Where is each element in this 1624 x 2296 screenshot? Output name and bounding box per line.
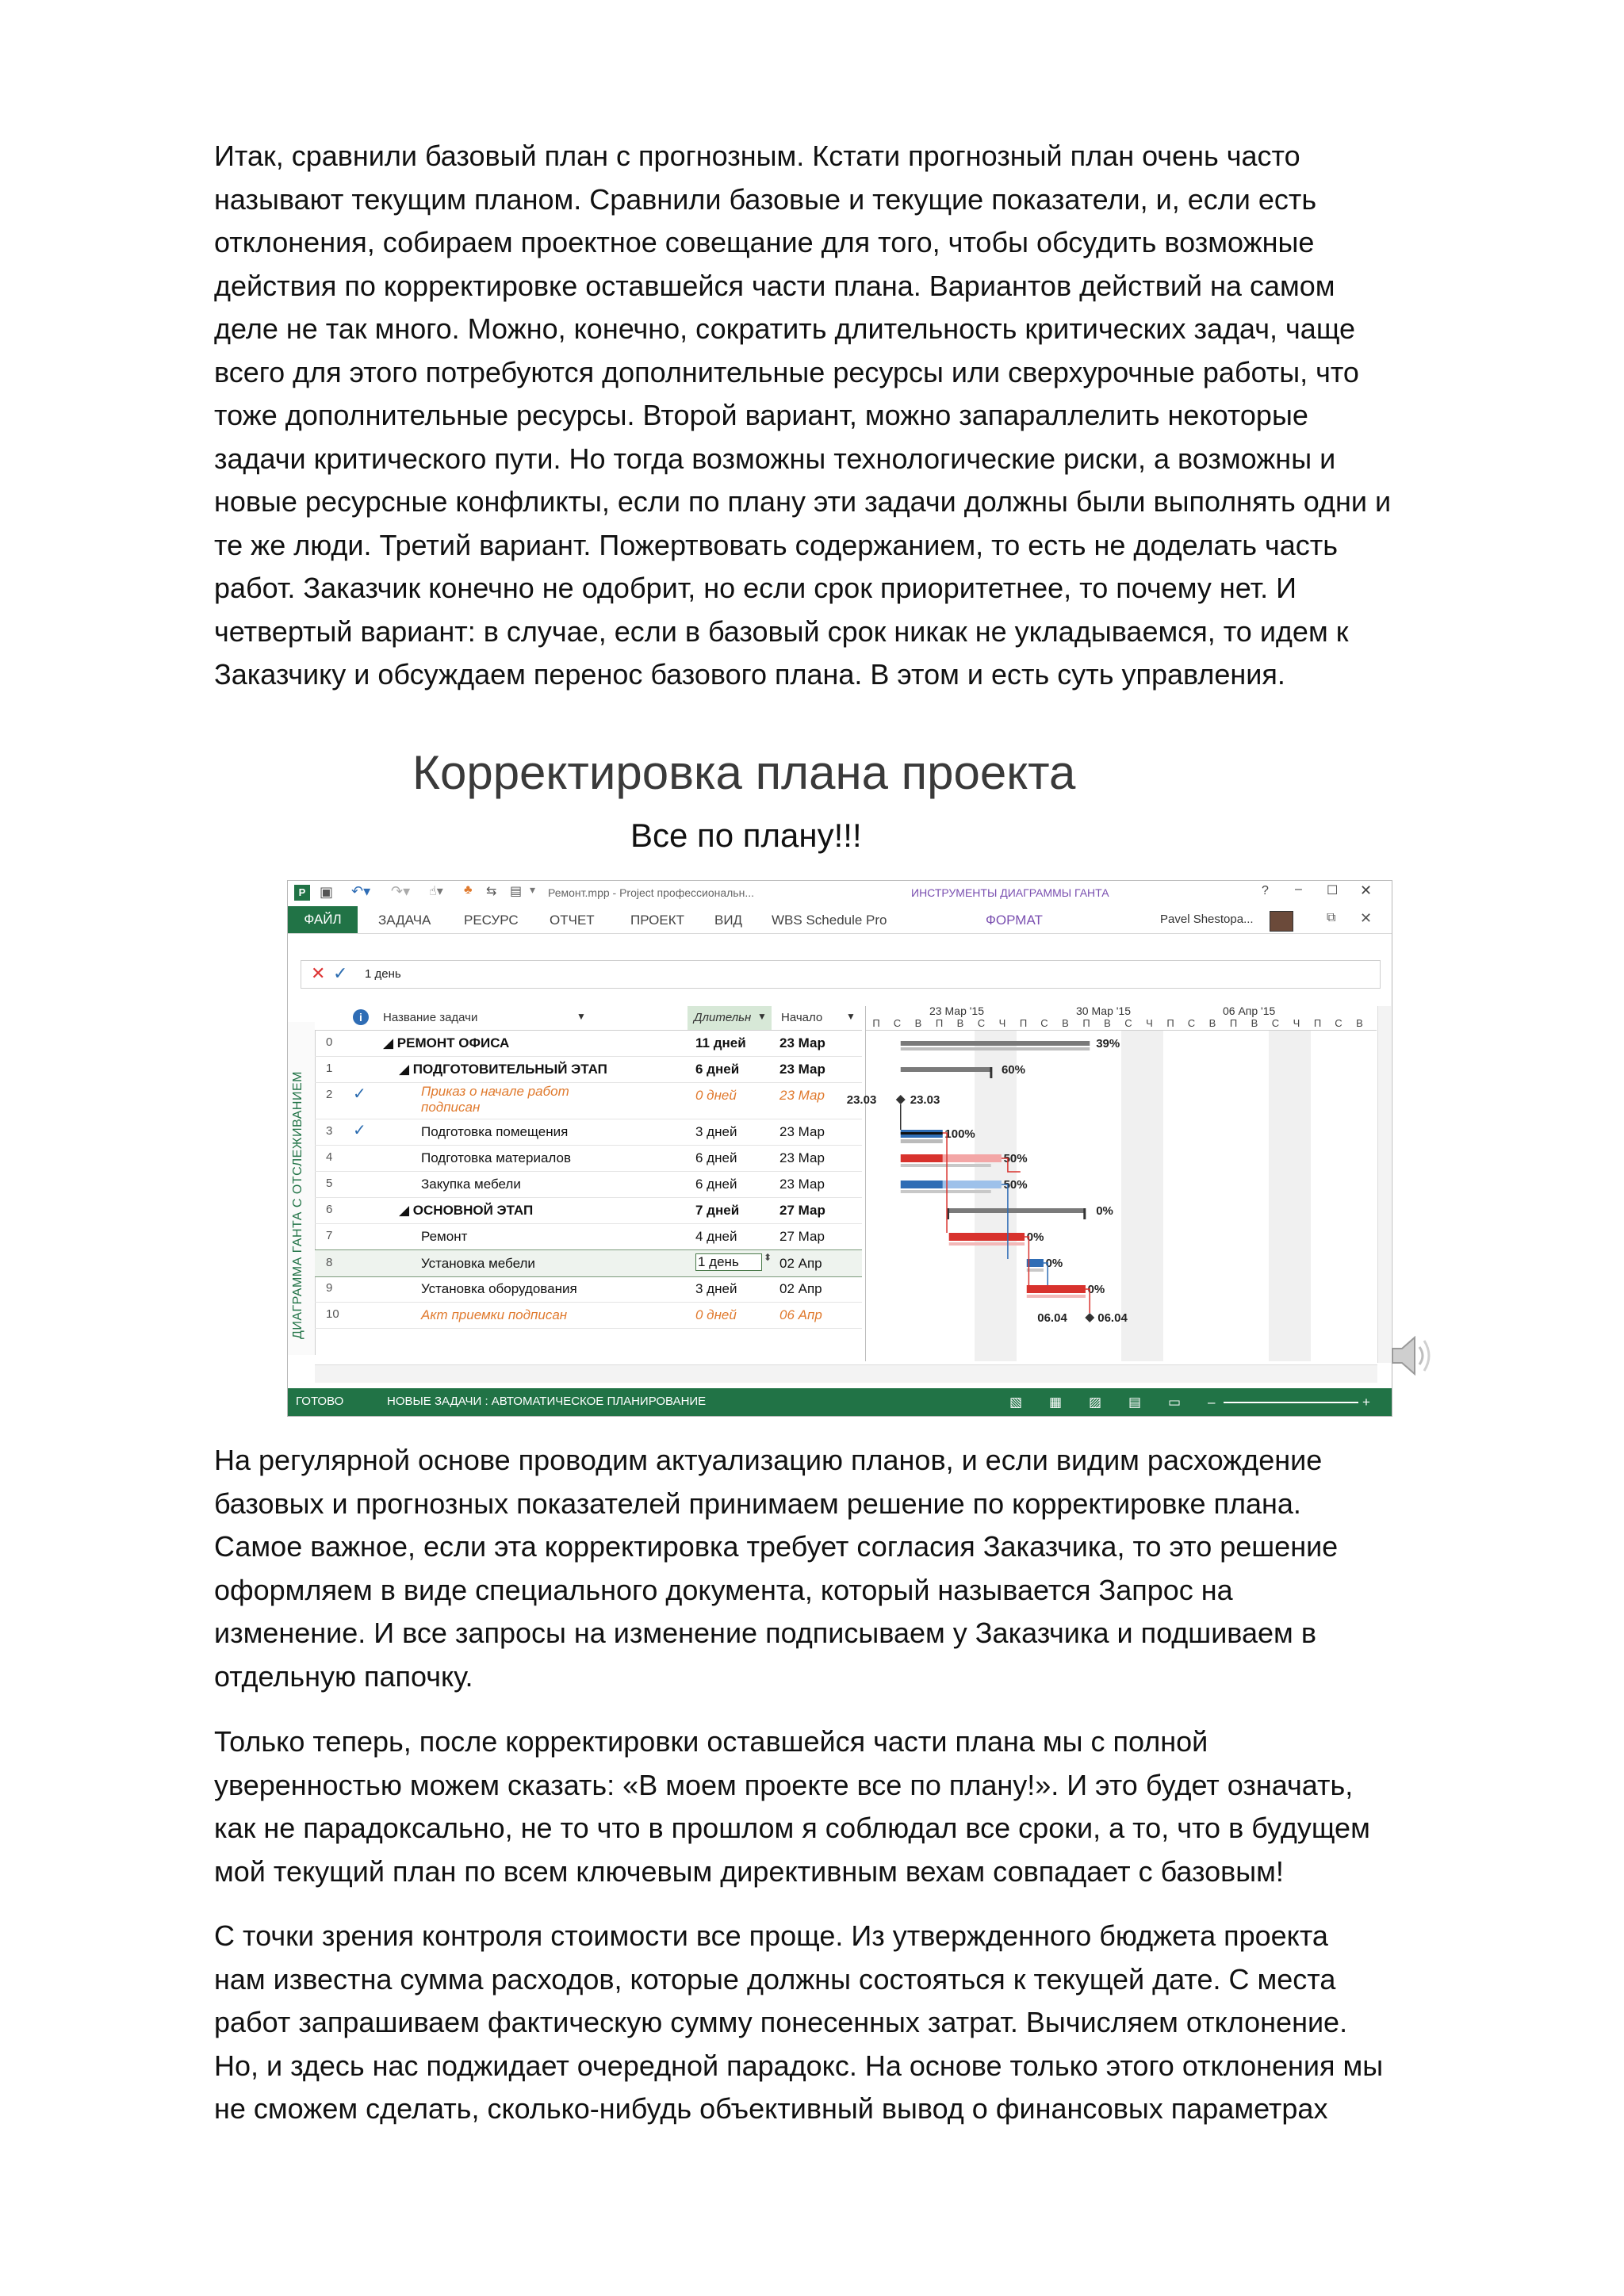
paragraph-intro bbox=[214, 135, 1467, 697]
text-line: тоже дополнительные ресурсы. Второй вариант, можно запараллелить некоторые bbox=[214, 399, 1308, 431]
progress-bar-3 bbox=[901, 1132, 943, 1135]
timescale-day: С bbox=[1271, 1017, 1280, 1029]
task-id: 7 bbox=[326, 1229, 333, 1242]
task-id: 2 bbox=[326, 1088, 333, 1101]
task-duration: 6 дней bbox=[695, 1150, 737, 1165]
column-header-duration[interactable]: Длительн bbox=[694, 1011, 752, 1024]
status-bar bbox=[288, 1388, 1392, 1416]
text-line: действия по корректировке оставшейся части плана. Вариантов действий на самом bbox=[214, 269, 1335, 302]
baseline-bar-3 bbox=[901, 1139, 943, 1143]
task-start: 06 Апр bbox=[779, 1307, 822, 1322]
text-line: задачи критического пути. Но тогда возможны технологические риски, а возможны и bbox=[214, 442, 1336, 475]
start-filter-icon[interactable]: ▼ bbox=[846, 1011, 856, 1022]
duration-spinner-icon: ⬍ bbox=[764, 1252, 772, 1263]
summary-bar-0 bbox=[901, 1041, 1090, 1046]
task-duration: 7 дней bbox=[695, 1203, 740, 1218]
project-app-icon: P bbox=[294, 885, 310, 901]
task-id: 3 bbox=[326, 1124, 333, 1138]
timescale-day: П bbox=[1082, 1017, 1090, 1029]
task-id: 8 bbox=[326, 1256, 333, 1269]
close-icon[interactable]: ✕ bbox=[1360, 882, 1373, 898]
minimize-icon[interactable]: – bbox=[1295, 882, 1302, 896]
timescale-day: В bbox=[1251, 1017, 1258, 1029]
task-duration: 3 дней bbox=[695, 1281, 737, 1296]
touch-mode-icon[interactable]: ☝▾ bbox=[429, 885, 443, 898]
task-name: Установка оборудования bbox=[421, 1281, 577, 1296]
task-row[interactable] bbox=[315, 1082, 862, 1119]
task-row[interactable] bbox=[315, 1119, 862, 1146]
tab-format[interactable]: ФОРМАТ bbox=[986, 913, 1043, 928]
complete-check-icon: ✓ bbox=[353, 1122, 366, 1139]
task-name: ◢ РЕМОНТ ОФИСА bbox=[383, 1035, 510, 1050]
timescale-day: С bbox=[1187, 1017, 1196, 1029]
text-line: отдельную папочку. bbox=[214, 1659, 473, 1693]
text-line: Заказчику и обсуждаем перенос базового плана. В этом и есть суть управления. bbox=[214, 658, 1285, 691]
timescale-day: П bbox=[1019, 1017, 1028, 1029]
task-start: 02 Апр bbox=[779, 1281, 822, 1296]
task-id: 0 bbox=[326, 1035, 333, 1049]
timescale-day: П bbox=[1229, 1017, 1238, 1029]
project-window bbox=[287, 880, 1392, 1417]
text-line: С точки зрения контроля стоимости все проще. Из утвержденного бюджета проекта bbox=[214, 1919, 1328, 1952]
task-duration: 6 дней bbox=[695, 1062, 740, 1077]
pct-label-0: 39% bbox=[1096, 1037, 1120, 1050]
task-row[interactable] bbox=[315, 1276, 862, 1303]
timescale-day: П bbox=[1166, 1017, 1174, 1029]
timescale-day: П bbox=[935, 1017, 944, 1029]
info-icon[interactable]: i bbox=[353, 1009, 369, 1025]
tab-view[interactable]: ВИД bbox=[714, 913, 743, 928]
task-row[interactable] bbox=[315, 1145, 862, 1172]
text-line: как не парадоксально, не то что в прошлом я соблюдал все сроки, а то, что в будущем bbox=[214, 1812, 1370, 1844]
text-line: нам известна сумма расходов, которые должны состояться к текущей дате. С места bbox=[214, 1962, 1336, 1996]
pct-label-5: 50% bbox=[1003, 1178, 1028, 1192]
task-start: 27 Мар bbox=[779, 1203, 825, 1218]
task-start: 23 Мар bbox=[779, 1088, 825, 1103]
task-duration: 4 дней bbox=[695, 1229, 737, 1244]
task-start: 23 Мар bbox=[779, 1177, 825, 1192]
milestone-label: 23.03 bbox=[846, 1093, 877, 1107]
task-start: 23 Мар bbox=[779, 1062, 825, 1077]
user-name[interactable]: Pavel Shestopa... bbox=[1160, 913, 1254, 926]
task-bar-5-remaining bbox=[943, 1181, 1002, 1188]
task-row[interactable] bbox=[315, 1171, 862, 1198]
timescale-day: Ч bbox=[1293, 1017, 1300, 1029]
redo-icon[interactable]: ↷▾ bbox=[391, 883, 411, 899]
text-line: не сможем сделать, сколько-нибудь объективный вывод о финансовых параметрах bbox=[214, 2092, 1328, 2125]
zoom-out-icon[interactable]: – bbox=[1208, 1395, 1216, 1410]
resource-icon[interactable]: ♣ bbox=[464, 883, 473, 897]
complete-check-icon: ✓ bbox=[353, 1085, 366, 1103]
link-icon[interactable]: ⇆ bbox=[486, 885, 497, 898]
window-title: Ремонт.mpp - Project профессиональн... bbox=[548, 886, 754, 899]
tab-project[interactable]: ПРОЕКТ bbox=[630, 913, 685, 928]
entry-input[interactable]: 1 день bbox=[365, 967, 401, 981]
text-line: изменение. И все запросы на изменение подписываем у Заказчика и подшиваем в bbox=[214, 1617, 1316, 1649]
timescale-day: В bbox=[956, 1017, 964, 1029]
summary-end-1 bbox=[990, 1067, 992, 1078]
baseline-bar-9 bbox=[1027, 1295, 1086, 1298]
task-name: Ремонт bbox=[421, 1229, 468, 1244]
task-id: 5 bbox=[326, 1177, 333, 1190]
timescale-day: В bbox=[1062, 1017, 1069, 1029]
save-icon[interactable]: ▣ bbox=[320, 884, 334, 900]
text-line: четвертый вариант: в случае, если в базовый срок никак не укладываемся, то идем к bbox=[214, 614, 1349, 648]
pct-label-7: 0% bbox=[1026, 1230, 1044, 1244]
pct-label-6: 0% bbox=[1096, 1204, 1113, 1218]
task-row[interactable] bbox=[315, 1223, 862, 1250]
status-new-tasks[interactable]: НОВЫЕ ЗАДАЧИ : АВТОМАТИЧЕСКОЕ ПЛАНИРОВАНИЕ bbox=[387, 1395, 707, 1408]
duration-filter-icon[interactable]: ▼ bbox=[757, 1011, 767, 1022]
text-line: работ. Заказчик конечно не одобрит, но если срок приоритетнее, то почему нет. И bbox=[214, 572, 1297, 604]
timescale-day: С bbox=[1124, 1017, 1132, 1029]
baseline-bar-7 bbox=[949, 1242, 1025, 1246]
task-id: 9 bbox=[326, 1281, 333, 1295]
task-row[interactable] bbox=[315, 1249, 862, 1277]
text-line: называют текущим планом. Сравнили базовые и текущие показатели, и, если есть bbox=[214, 182, 1317, 216]
help-icon[interactable]: ? bbox=[1262, 884, 1269, 897]
timescale-day: В bbox=[1208, 1017, 1216, 1029]
baseline-bar-4 bbox=[901, 1164, 991, 1167]
slide-title: Корректировка плана проекта bbox=[412, 746, 1076, 799]
view-label-bar bbox=[288, 1022, 316, 1355]
task-start: 23 Мар bbox=[779, 1035, 825, 1050]
timescale-day: С bbox=[1335, 1017, 1342, 1029]
text-line: уверенностью можем сказать: «В моем проекте все по плану!». И это будет означать, bbox=[214, 1768, 1354, 1801]
task-name: Подготовка материалов bbox=[421, 1150, 572, 1165]
baseline-bar-5 bbox=[901, 1190, 991, 1193]
paragraph-actualization bbox=[214, 1439, 1467, 1698]
task-name: ◢ ОСНОВНОЙ ЭТАП bbox=[399, 1203, 534, 1218]
context-tab-header: ИНСТРУМЕНТЫ ДИАГРАММЫ ГАНТА bbox=[911, 886, 1109, 899]
task-name: ◢ ПОДГОТОВИТЕЛЬНЫЙ ЭТАП bbox=[399, 1062, 607, 1077]
confirm-entry-icon[interactable]: ✓ bbox=[333, 963, 348, 983]
milestone-10 bbox=[1085, 1313, 1094, 1322]
text-line: базовых и прогнозных показателей принимаем решение по корректировке плана. bbox=[214, 1487, 1301, 1520]
timescale-day: В bbox=[1104, 1017, 1111, 1029]
avatar[interactable] bbox=[1270, 911, 1293, 932]
text-line: оформляем в виде специального документа, который называется Запрос на bbox=[214, 1573, 1233, 1606]
timescale-day: П bbox=[1313, 1017, 1322, 1029]
task-id: 4 bbox=[326, 1150, 333, 1164]
speaker-icon[interactable] bbox=[1388, 1328, 1435, 1383]
task-duration: 1 день bbox=[695, 1253, 762, 1271]
milestone-label: 06.04 bbox=[1097, 1311, 1128, 1325]
task-bar-5-done bbox=[901, 1181, 943, 1188]
text-line: Итак, сравнили базовый план с прогнозным. Кстати прогнозный план очень часто bbox=[214, 140, 1300, 172]
task-bar-9 bbox=[1027, 1285, 1086, 1293]
text-line: Только теперь, после корректировки оставшейся части плана мы с полной bbox=[214, 1725, 1208, 1758]
status-ready: ГОТОВО bbox=[296, 1395, 344, 1408]
text-line: мой текущий план по всем ключевым директивным вехам совпадает с базовым! bbox=[214, 1854, 1284, 1888]
text-line: Самое важное, если эта корректировка требует согласия Заказчика, то это решение bbox=[214, 1530, 1339, 1563]
text-line: отклонения, собираем проектное совещание для того, чтобы обсудить возможные bbox=[214, 226, 1315, 258]
summary-end-6 bbox=[1083, 1208, 1086, 1219]
timescale-day: С bbox=[893, 1017, 902, 1029]
task-id: 6 bbox=[326, 1203, 333, 1216]
title-bar bbox=[288, 881, 1392, 906]
task-start: 02 Апр bbox=[779, 1256, 822, 1271]
view-icon[interactable]: ▤ bbox=[510, 885, 523, 898]
task-duration: 0 дней bbox=[695, 1307, 737, 1322]
zoom-slider[interactable] bbox=[1224, 1402, 1358, 1403]
ribbon-close-icon[interactable]: ✕ bbox=[1360, 910, 1373, 926]
text-line: новые ресурсные конфликты, если по плану эти задачи должны были выполнять одни и bbox=[214, 485, 1392, 518]
task-id: 1 bbox=[326, 1062, 333, 1075]
task-bar-4-remaining bbox=[943, 1154, 1002, 1162]
summary-bar-1 bbox=[901, 1067, 991, 1072]
text-line: те же люди. Третий вариант. Пожертвовать содержанием, то есть не доделать часть bbox=[214, 528, 1339, 561]
task-name: Приказ о начале работ bbox=[421, 1084, 569, 1099]
text-line: Но, и здесь нас поджидает очередной парадокс. На основе только этого отклонения мы bbox=[214, 2049, 1384, 2082]
timescale-day: В bbox=[1356, 1017, 1363, 1029]
task-row[interactable] bbox=[315, 1197, 862, 1224]
milestone-label: 06.04 bbox=[1037, 1311, 1067, 1325]
timescale-week: 06 Апр '15 bbox=[1223, 1004, 1276, 1017]
tab-file[interactable]: ФАЙЛ bbox=[288, 906, 358, 933]
text-line: деле не так много. Можно, конечно, сократить длительность критических задач, чаще bbox=[214, 312, 1356, 345]
column-header-start[interactable]: Начало bbox=[781, 1011, 823, 1024]
status-task-usage-icon[interactable]: ▦ bbox=[1049, 1395, 1063, 1410]
task-name: Подготовка помещения bbox=[421, 1124, 569, 1139]
pct-label-9: 0% bbox=[1087, 1283, 1105, 1296]
timescale-week: 30 Мар '15 bbox=[1076, 1004, 1131, 1017]
task-id: 10 bbox=[326, 1307, 339, 1321]
tab-wbs[interactable]: WBS Schedule Pro bbox=[772, 913, 887, 928]
entry-bar bbox=[301, 960, 1381, 989]
ribbon-tabs bbox=[288, 906, 1392, 934]
ribbon-restore-icon[interactable]: ⧉ bbox=[1327, 911, 1336, 924]
timescale-day: П bbox=[872, 1017, 880, 1029]
task-start: 23 Мар bbox=[779, 1150, 825, 1165]
view-label: ДИАГРАММА ГАНТА С ОТСЛЕЖИВАНИЕМ bbox=[291, 1071, 304, 1339]
timescale-week: 23 Мар '15 bbox=[929, 1004, 984, 1017]
dependency-link bbox=[1002, 1184, 1008, 1259]
restore-icon[interactable]: ☐ bbox=[1327, 884, 1339, 897]
horizontal-scrollbar[interactable] bbox=[315, 1364, 1377, 1383]
task-duration: 3 дней bbox=[695, 1124, 737, 1139]
task-row[interactable] bbox=[315, 1030, 862, 1057]
slide-subtitle: Все по плану!!! bbox=[630, 817, 862, 854]
status-gantt-view-icon[interactable]: ▧ bbox=[1009, 1395, 1023, 1410]
status-team-planner-icon[interactable]: ▨ bbox=[1089, 1395, 1102, 1410]
cancel-entry-icon[interactable]: ✕ bbox=[311, 963, 326, 983]
text-line: На регулярной основе проводим актуализацию планов, и если видим расхождение bbox=[214, 1444, 1323, 1476]
summary-baseline-0 bbox=[901, 1047, 1090, 1050]
pct-label-3: 100% bbox=[944, 1127, 975, 1141]
task-duration: 0 дней bbox=[695, 1088, 737, 1103]
tab-report[interactable]: ОТЧЕТ bbox=[550, 913, 595, 928]
task-name: Акт приемки подписан bbox=[421, 1307, 568, 1322]
grid-header bbox=[315, 1006, 862, 1031]
milestone-2 bbox=[896, 1095, 906, 1104]
task-name: Закупка мебели bbox=[421, 1177, 521, 1192]
milestone-label: 23.03 bbox=[910, 1093, 940, 1107]
task-name-line2: подписан bbox=[421, 1100, 481, 1115]
task-start: 27 Мар bbox=[779, 1229, 825, 1244]
name-filter-icon[interactable]: ▼ bbox=[576, 1011, 586, 1022]
status-report-icon[interactable]: ▭ bbox=[1168, 1395, 1182, 1410]
task-bar-7 bbox=[949, 1233, 1025, 1241]
paragraph-plan-status bbox=[214, 1720, 1467, 1893]
pct-label-8: 0% bbox=[1045, 1257, 1063, 1270]
quick-access-more-icon[interactable]: ▾ bbox=[530, 883, 536, 896]
vertical-scrollbar[interactable] bbox=[1377, 1006, 1391, 1363]
gantt-chart bbox=[846, 1004, 1377, 1361]
timescale-day: С bbox=[977, 1017, 986, 1029]
summary-bar-6 bbox=[947, 1208, 1086, 1213]
timescale-day: С bbox=[1040, 1017, 1048, 1029]
task-duration: 6 дней bbox=[695, 1177, 737, 1192]
tab-task[interactable]: ЗАДАЧА bbox=[378, 913, 431, 928]
tab-resource[interactable]: РЕСУРС bbox=[464, 913, 519, 928]
task-duration: 11 дней bbox=[695, 1035, 746, 1050]
task-name: Установка мебели bbox=[421, 1256, 535, 1271]
status-resource-sheet-icon[interactable]: ▤ bbox=[1128, 1395, 1142, 1410]
task-start: 23 Мар bbox=[779, 1124, 825, 1139]
pct-label-1: 60% bbox=[1001, 1063, 1025, 1077]
timescale-day: Ч bbox=[998, 1017, 1006, 1029]
task-bar-4-done bbox=[901, 1154, 943, 1162]
gantt-bars bbox=[846, 1006, 1377, 1361]
undo-icon[interactable]: ↶▾ bbox=[351, 883, 371, 899]
timescale-day: В bbox=[914, 1017, 922, 1029]
zoom-in-icon[interactable]: + bbox=[1362, 1395, 1370, 1410]
paragraph-cost-control bbox=[214, 1915, 1467, 2131]
task-row[interactable] bbox=[315, 1056, 862, 1083]
timescale-day: Ч bbox=[1146, 1017, 1153, 1029]
text-line: работ запрашиваем фактическую сумму понесенных затрат. Вычисляем отклонение. bbox=[214, 2006, 1348, 2038]
column-header-name[interactable]: Название задачи bbox=[383, 1011, 478, 1024]
task-row[interactable] bbox=[315, 1302, 862, 1329]
pct-label-4: 50% bbox=[1003, 1152, 1028, 1165]
text-line: всего для этого потребуются дополнительные ресурсы или сверхурочные работы, что bbox=[214, 355, 1359, 388]
